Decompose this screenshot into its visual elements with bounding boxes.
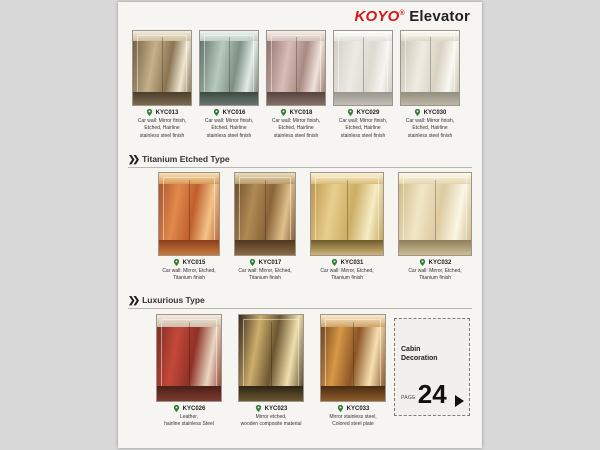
cabin-photo[interactable] [234,172,296,256]
cabin-floor [235,240,295,255]
cabin-item[interactable] [310,172,384,283]
cabin-floor [133,92,191,105]
cabin-photo[interactable] [320,314,386,402]
cabin-item[interactable] [158,172,220,283]
cabin-photo[interactable] [310,172,384,256]
cabin-photo[interactable] [266,30,326,106]
brand-name: KOYO [354,8,400,25]
cabin-code-text: KYC015 [182,259,206,266]
arrow-right-icon [455,395,464,407]
cabin-row-titanium [158,172,472,283]
map-pin-icon [249,259,256,266]
cabin-desc: Car wall: Mirror, Etched, Titanium finish [162,268,216,282]
cabin-item[interactable] [132,30,192,140]
cabin-desc: Car wall: Mirror finish, Etched, Hairline stainless steel finish [137,118,187,139]
cabin-code [280,109,313,116]
cabin-desc: Leather, hairline stainless Steel [164,414,214,428]
cabin-row-luxurious [156,314,386,429]
cabin-door-split [265,180,266,249]
cabin-code-text: KYC030 [423,109,447,116]
cabin-code-text: KYC016 [222,109,246,116]
map-pin-icon [255,405,262,412]
cabin-code [173,405,206,412]
cabin-code-text: KYC018 [289,109,313,116]
cabin-item[interactable] [333,30,393,140]
map-pin-icon [414,109,421,116]
cabin-item[interactable] [398,172,472,283]
cabin-item[interactable] [400,30,460,140]
cabin-floor [239,386,303,401]
cabin-desc: Car wall: Mirror finish, Etched, Hairline stainless steel finish [338,118,388,139]
page-number-wrap [401,378,447,409]
cabin-desc: Mirror stainless steel, Colored steel plate [329,414,377,428]
cabin-code-text: KYC033 [346,405,370,412]
section-heading-titanium [128,154,472,168]
cabin-code [213,109,246,116]
page-box-title-line1: Cabin [401,346,421,353]
map-pin-icon [173,405,180,412]
page-number: 24 [417,378,447,409]
cabin-door-split [162,37,163,99]
cabin-photo[interactable] [398,172,472,256]
cabin-photo[interactable] [156,314,222,402]
page-word-label: PAGE [401,395,416,401]
cabin-code-text: KYC017 [258,259,282,266]
cabin-item[interactable] [266,30,326,140]
cabin-door-split [189,322,190,394]
map-pin-icon [337,405,344,412]
cabin-floor [267,92,325,105]
cabin-desc: Car wall: Mirror, Etched, Titanium finish [320,268,374,282]
cabin-item[interactable] [234,172,296,283]
cabin-photo[interactable] [132,30,192,106]
cabin-code [173,259,206,266]
cabin-door-split [363,37,364,99]
cabin-item[interactable] [199,30,259,140]
section-title: Luxurious Type [142,295,205,305]
cabin-desc: Car wall: Mirror, Etched, Titanium finish [408,268,462,282]
cabin-code [249,259,282,266]
map-pin-icon [213,109,220,116]
map-pin-icon [347,109,354,116]
cabin-floor [334,92,392,105]
brand-product: Elevator [409,8,470,25]
page-box-title-line2: Decoration [401,355,438,363]
cabin-floor [159,240,219,255]
cabin-item[interactable] [156,314,222,429]
cabin-door-split [189,180,190,249]
cabin-photo[interactable] [199,30,259,106]
cabin-item[interactable] [320,314,386,429]
chevron-right-icon: ❯❯ [128,295,138,305]
cabin-desc: Car wall: Mirror, Etched, Titanium finish [238,268,292,282]
page-number-box [394,318,470,416]
cabin-code [255,405,288,412]
cabin-desc: Car wall: Mirror finish, Etched, Hairline stainless steel finish [405,118,455,139]
brochure-page [118,2,482,448]
cabin-floor [401,92,459,105]
cabin-door-split [229,37,230,99]
map-pin-icon [146,109,153,116]
cabin-desc: Mirror etched, wooden composite material [240,414,302,428]
cabin-door-split [347,180,348,249]
cabin-code [146,109,179,116]
cabin-floor [157,386,221,401]
cabin-row-mirror [132,30,460,140]
page-box-title [401,345,438,364]
cabin-code-text: KYC026 [182,405,206,412]
cabin-code [331,259,364,266]
cabin-photo[interactable] [333,30,393,106]
cabin-door-split [430,37,431,99]
cabin-photo[interactable] [400,30,460,106]
cabin-floor [311,240,383,255]
cabin-photo[interactable] [158,172,220,256]
cabin-code [414,109,447,116]
cabin-code-text: KYC013 [155,109,179,116]
cabin-floor [321,386,385,401]
cabin-code [419,259,452,266]
cabin-desc: Car wall: Mirror finish, Etched, Hairline stainless steel finish [204,118,254,139]
cabin-code [347,109,380,116]
registered-mark: ® [399,10,405,17]
cabin-door-split [296,37,297,99]
cabin-door-split [435,180,436,249]
chevron-right-icon: ❯❯ [128,154,138,164]
cabin-code-text: KYC029 [356,109,380,116]
cabin-desc: Car wall: Mirror finish, Etched, Hairline stainless steel finish [271,118,321,139]
brand-logo [354,8,470,25]
section-heading-luxurious [128,295,472,309]
cabin-floor [399,240,471,255]
map-pin-icon [280,109,287,116]
cabin-code-text: KYC031 [340,259,364,266]
map-pin-icon [419,259,426,266]
cabin-item[interactable] [238,314,304,429]
cabin-door-split [353,322,354,394]
cabin-code-text: KYC023 [264,405,288,412]
cabin-code-text: KYC032 [428,259,452,266]
cabin-photo[interactable] [238,314,304,402]
map-pin-icon [331,259,338,266]
map-pin-icon [173,259,180,266]
cabin-code [337,405,370,412]
section-title: Titanium Etched Type [142,154,230,164]
cabin-door-split [271,322,272,394]
cabin-floor [200,92,258,105]
